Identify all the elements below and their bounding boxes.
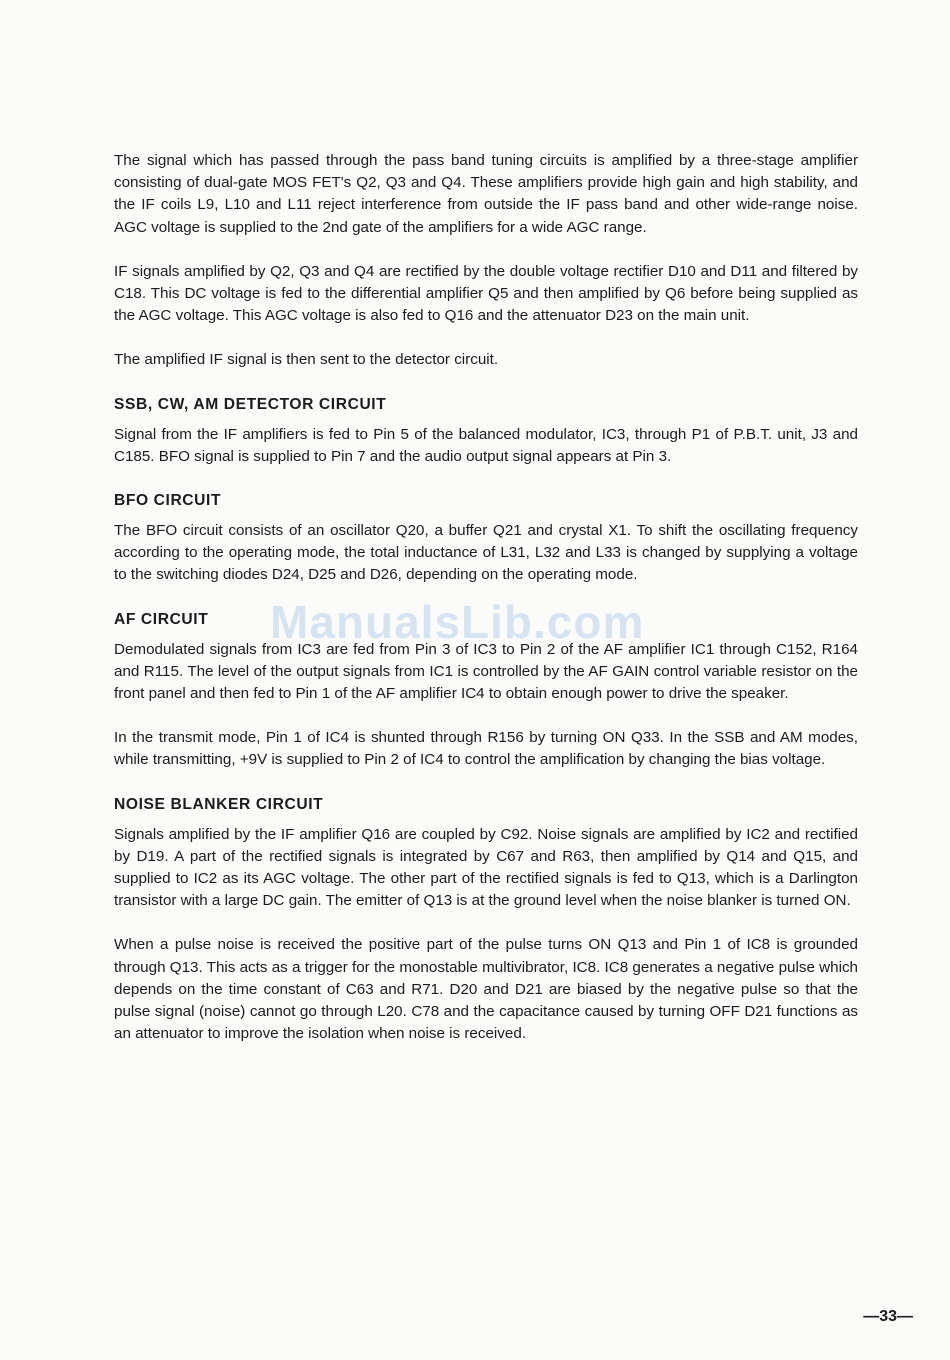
paragraph: The BFO circuit consists of an oscillator Q20, a buffer Q21 and crystal X1. To shift the oscillating frequency according to the operating mode, the total inductance of L31, L32 and L33 is changed by supplying a voltage to the switching diodes D24, D25 and D26, depending on the operating mode.	[114, 522, 858, 584]
watermark: ManualsLib.com	[270, 596, 645, 648]
paragraph: Demodulated signals from IC3 are fed from Pin 3 of IC3 to Pin 2 of the AF amplifier IC1 through C152, R164 and R115. The level of the output signals from IC1 is controlled by the AF GAIN control variable resistor on the front panel and then fed to Pin 1 of the AF amplifier IC4 to obtain enough power to drive the speaker.	[114, 640, 858, 703]
section-bfo-circuit	[114, 490, 858, 587]
section-heading: AF CIRCUIT	[114, 610, 209, 628]
section-noise-blanker-circuit	[114, 794, 858, 1046]
section-heading: BFO CIRCUIT	[114, 492, 222, 510]
section-heading: SSB, CW, AM DETECTOR CIRCUIT	[114, 395, 387, 413]
page-number: —33—	[863, 1308, 913, 1325]
paragraph: The signal which has passed through the pass band tuning circuits is amplified by a three-stage amplifier consisting of dual-gate MOS FET's Q2, Q3 and Q4. These amplifiers provide high gain and high stability, and the IF coils L9, L10 and L11 reject interference from outside the IF pass band and other wide-range noise. AGC voltage is supplied to the 2nd gate of the amplifiers for a wide AGC range.	[114, 152, 858, 236]
section-heading: NOISE BLANKER CIRCUIT	[114, 795, 324, 813]
paragraph: The amplified IF signal is then sent to the detector circuit.	[114, 351, 499, 369]
section-detector-circuit	[114, 394, 858, 468]
paragraph: Signal from the IF amplifiers is fed to Pin 5 of the balanced modulator, IC3, through P1 of P.B.T. unit, J3 and C185. BFO signal is supplied to Pin 7 and the audio output signal appears at Pin 3.	[114, 425, 858, 465]
paragraph: Signals amplified by the IF amplifier Q16 are coupled by C92. Noise signals are amplified by IC2 and rectified by D19. A part of the rectified signals is integrated by C67 and R63, then amplified by Q14 and Q15, and supplied to IC2 as its AGC voltage. The other part of the rectified signals is fed to Q13, which is a Darlington transistor with a large DC gain. The emitter of Q13 is at the ground level when the noise blanker is turned ON.	[114, 825, 858, 910]
section-af-circuit	[114, 609, 858, 772]
page-body	[114, 150, 858, 1067]
paragraph: In the transmit mode, Pin 1 of IC4 is shunted through R156 by turning ON Q33. In the SSB and AM modes, while transmitting, +9V is supplied to Pin 2 of IC4 to control the amplification by changing the bias voltage.	[114, 729, 858, 769]
paragraph: When a pulse noise is received the positive part of the pulse turns ON Q13 and Pin 1 of IC8 is grounded through Q13. This acts as a trigger for the monostable multivibrator, IC8. IC8 generates a negative pulse which depends on the time constant of C63 and R71. D20 and D21 are biased by the negative pulse so that the pulse signal (noise) cannot go through L20. C78 and the capacitance caused by turning OFF D21 functions as an attenuator to improve the isolation when noise is received.	[114, 936, 858, 1043]
section-intro	[114, 150, 858, 372]
paragraph: IF signals amplified by Q2, Q3 and Q4 are rectified by the double voltage rectifier D10 and D11 and filtered by C18. This DC voltage is fed to the differential amplifier Q5 and then amplified by Q6 before being supplied as the AGC voltage. This AGC voltage is also fed to Q16 and the attenuator D23 on the main unit.	[114, 262, 858, 325]
